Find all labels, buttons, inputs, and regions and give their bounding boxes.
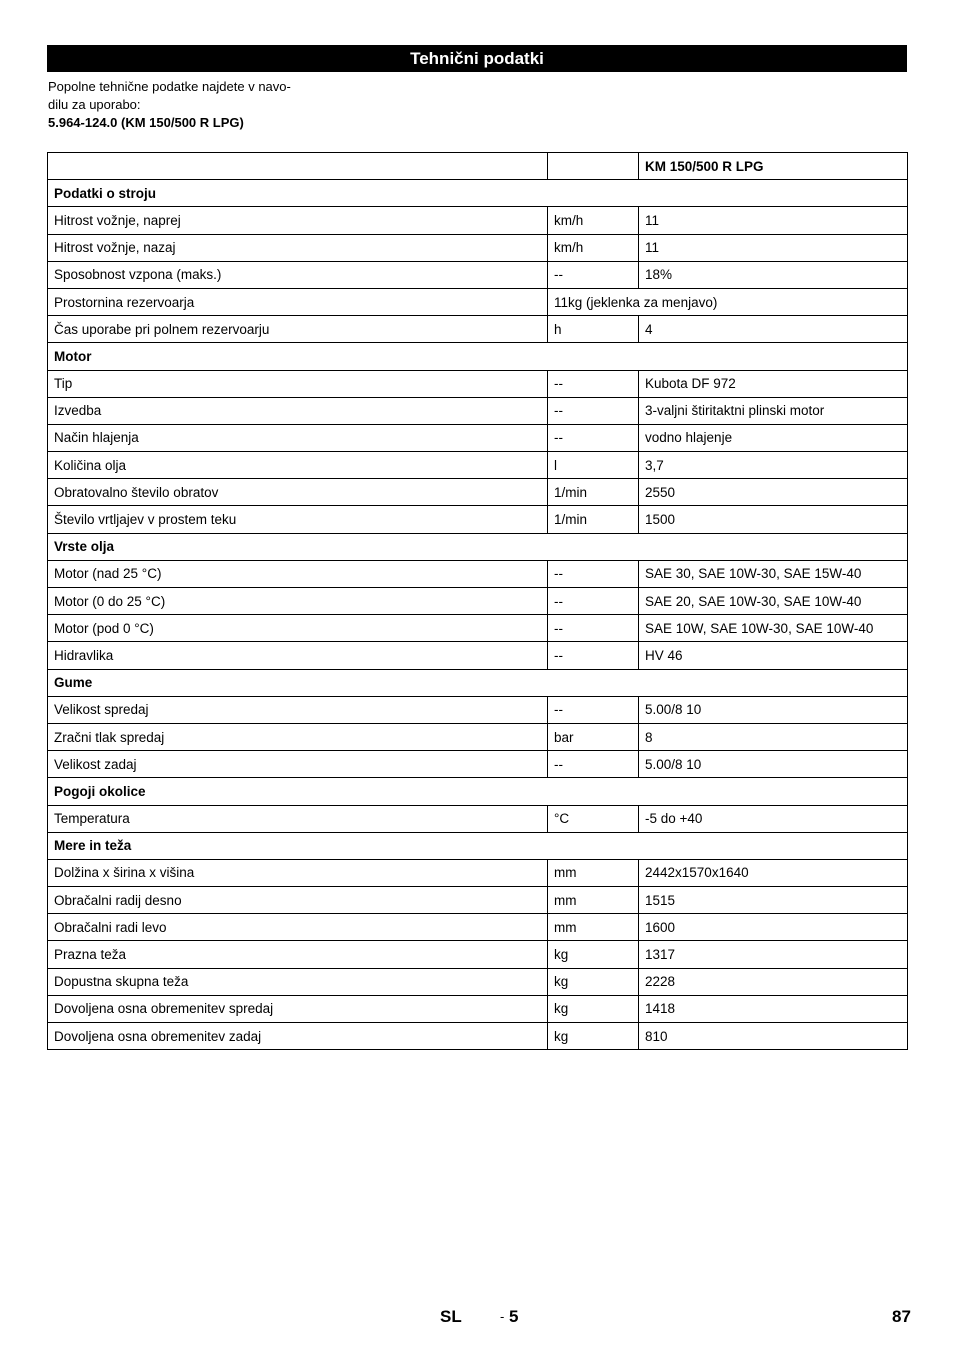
table-row — [48, 452, 908, 479]
row-unit: h — [548, 316, 639, 343]
row-unit: -- — [548, 642, 639, 669]
table-row — [48, 968, 908, 995]
row-value: 2550 — [639, 479, 908, 506]
table-row — [48, 723, 908, 750]
row-label: Dopustna skupna teža — [48, 968, 548, 995]
row-unit: km/h — [548, 234, 639, 261]
row-value: 1500 — [639, 506, 908, 533]
table-row — [48, 642, 908, 669]
table-header-row — [48, 153, 908, 180]
row-unit: mm — [548, 914, 639, 941]
section-heading: Podatki o stroju — [48, 180, 908, 207]
row-unit: -- — [548, 615, 639, 642]
footer-language: SL — [440, 1307, 462, 1326]
row-label: Motor (0 do 25 °C) — [48, 588, 548, 615]
row-unit: -- — [548, 397, 639, 424]
row-label: Hitrost vožnje, naprej — [48, 207, 548, 234]
row-value: 2228 — [639, 968, 908, 995]
row-label: Obratovalno število obratov — [48, 479, 548, 506]
row-value: 3-valjni štiritaktni plinski motor — [639, 397, 908, 424]
row-value: -5 do +40 — [639, 805, 908, 832]
row-label: Dovoljena osna obremenitev zadaj — [48, 1023, 548, 1050]
row-unit: -- — [548, 424, 639, 451]
row-unit: kg — [548, 995, 639, 1022]
intro-line-2: dilu za uporabo: — [48, 97, 141, 112]
row-unit: mm — [548, 887, 639, 914]
row-value: Kubota DF 972 — [639, 370, 908, 397]
row-unit: -- — [548, 261, 639, 288]
intro-text — [48, 78, 348, 132]
row-value: 11 — [639, 207, 908, 234]
table-row — [48, 887, 908, 914]
row-label: Dovoljena osna obremenitev spredaj — [48, 995, 548, 1022]
table-row — [48, 370, 908, 397]
table-row — [48, 288, 908, 315]
row-unit: bar — [548, 723, 639, 750]
row-unit: -- — [548, 588, 639, 615]
technical-data-table-body — [48, 153, 908, 1050]
row-unit: 1/min — [548, 479, 639, 506]
row-unit: km/h — [548, 207, 639, 234]
row-value: 2442x1570x1640 — [639, 859, 908, 886]
table-row — [48, 995, 908, 1022]
row-unit: -- — [548, 370, 639, 397]
row-value: 1418 — [639, 995, 908, 1022]
row-label: Količina olja — [48, 452, 548, 479]
table-row — [48, 234, 908, 261]
row-label: Prostornina rezervoarja — [48, 288, 548, 315]
section-row — [48, 778, 908, 805]
section-row — [48, 343, 908, 370]
table-row — [48, 941, 908, 968]
header-cell-unit — [548, 153, 639, 180]
row-value: 5.00/8 10 — [639, 696, 908, 723]
row-unit: °C — [548, 805, 639, 832]
row-unit: -- — [548, 560, 639, 587]
page-title: Tehnični podatki — [47, 45, 907, 72]
row-value: vodno hlajenje — [639, 424, 908, 451]
table-row — [48, 859, 908, 886]
table-row — [48, 506, 908, 533]
row-unit: 1/min — [548, 506, 639, 533]
row-value: 8 — [639, 723, 908, 750]
row-label: Dolžina x širina x višina — [48, 859, 548, 886]
row-unit: kg — [548, 941, 639, 968]
row-label: Število vrtljajev v prostem teku — [48, 506, 548, 533]
table-row — [48, 615, 908, 642]
section-heading: Pogoji okolice — [48, 778, 908, 805]
row-value: 3,7 — [639, 452, 908, 479]
row-label: Obračalni radi levo — [48, 914, 548, 941]
row-value: 5.00/8 10 — [639, 751, 908, 778]
row-label: Čas uporabe pri polnem rezervoarju — [48, 316, 548, 343]
section-row — [48, 669, 908, 696]
footer-dash: - — [500, 1309, 505, 1324]
row-value: 810 — [639, 1023, 908, 1050]
row-unit: mm — [548, 859, 639, 886]
row-label: Motor (nad 25 °C) — [48, 560, 548, 587]
row-value: 1515 — [639, 887, 908, 914]
row-label: Hitrost vožnje, nazaj — [48, 234, 548, 261]
row-unit: -- — [548, 696, 639, 723]
section-row — [48, 533, 908, 560]
table-row — [48, 261, 908, 288]
section-row — [48, 180, 908, 207]
row-label: Tip — [48, 370, 548, 397]
row-merged-value: 11kg (jeklenka za menjavo) — [548, 288, 908, 315]
table-row — [48, 588, 908, 615]
row-label: Način hlajenja — [48, 424, 548, 451]
row-label: Hidravlika — [48, 642, 548, 669]
table-row — [48, 914, 908, 941]
row-value: 11 — [639, 234, 908, 261]
row-label: Sposobnost vzpona (maks.) — [48, 261, 548, 288]
section-heading: Motor — [48, 343, 908, 370]
table-row — [48, 479, 908, 506]
row-unit: kg — [548, 968, 639, 995]
row-unit: kg — [548, 1023, 639, 1050]
table-row — [48, 696, 908, 723]
row-label: Izvedba — [48, 397, 548, 424]
technical-data-table — [47, 152, 908, 1050]
row-unit: -- — [548, 751, 639, 778]
row-value: SAE 20, SAE 10W-30, SAE 10W-40 — [639, 588, 908, 615]
header-cell-model: KM 150/500 R LPG — [639, 153, 908, 180]
table-row — [48, 560, 908, 587]
section-heading: Mere in teža — [48, 832, 908, 859]
row-label: Motor (pod 0 °C) — [48, 615, 548, 642]
row-value: SAE 10W, SAE 10W-30, SAE 10W-40 — [639, 615, 908, 642]
section-heading: Gume — [48, 669, 908, 696]
header-cell-label — [48, 153, 548, 180]
table-row — [48, 751, 908, 778]
table-row — [48, 397, 908, 424]
row-label: Prazna teža — [48, 941, 548, 968]
table-row — [48, 207, 908, 234]
row-label: Zračni tlak spredaj — [48, 723, 548, 750]
row-value: 18% — [639, 261, 908, 288]
row-value: 4 — [639, 316, 908, 343]
table-row — [48, 805, 908, 832]
intro-line-1: Popolne tehnične podatke najdete v navo- — [48, 79, 291, 94]
row-label: Velikost zadaj — [48, 751, 548, 778]
intro-model-number: 5.964-124.0 (KM 150/500 R LPG) — [48, 115, 244, 130]
footer-page-number: 87 — [892, 1307, 911, 1326]
row-value: 1317 — [639, 941, 908, 968]
table-row — [48, 1023, 908, 1050]
row-label: Velikost spredaj — [48, 696, 548, 723]
row-label: Obračalni radij desno — [48, 887, 548, 914]
row-label: Temperatura — [48, 805, 548, 832]
table-row — [48, 424, 908, 451]
row-value: SAE 30, SAE 10W-30, SAE 15W-40 — [639, 560, 908, 587]
section-row — [48, 832, 908, 859]
row-unit: l — [548, 452, 639, 479]
section-heading: Vrste olja — [48, 533, 908, 560]
row-value: HV 46 — [639, 642, 908, 669]
table-row — [48, 316, 908, 343]
footer-section-page: 5 — [509, 1307, 519, 1326]
row-value: 1600 — [639, 914, 908, 941]
